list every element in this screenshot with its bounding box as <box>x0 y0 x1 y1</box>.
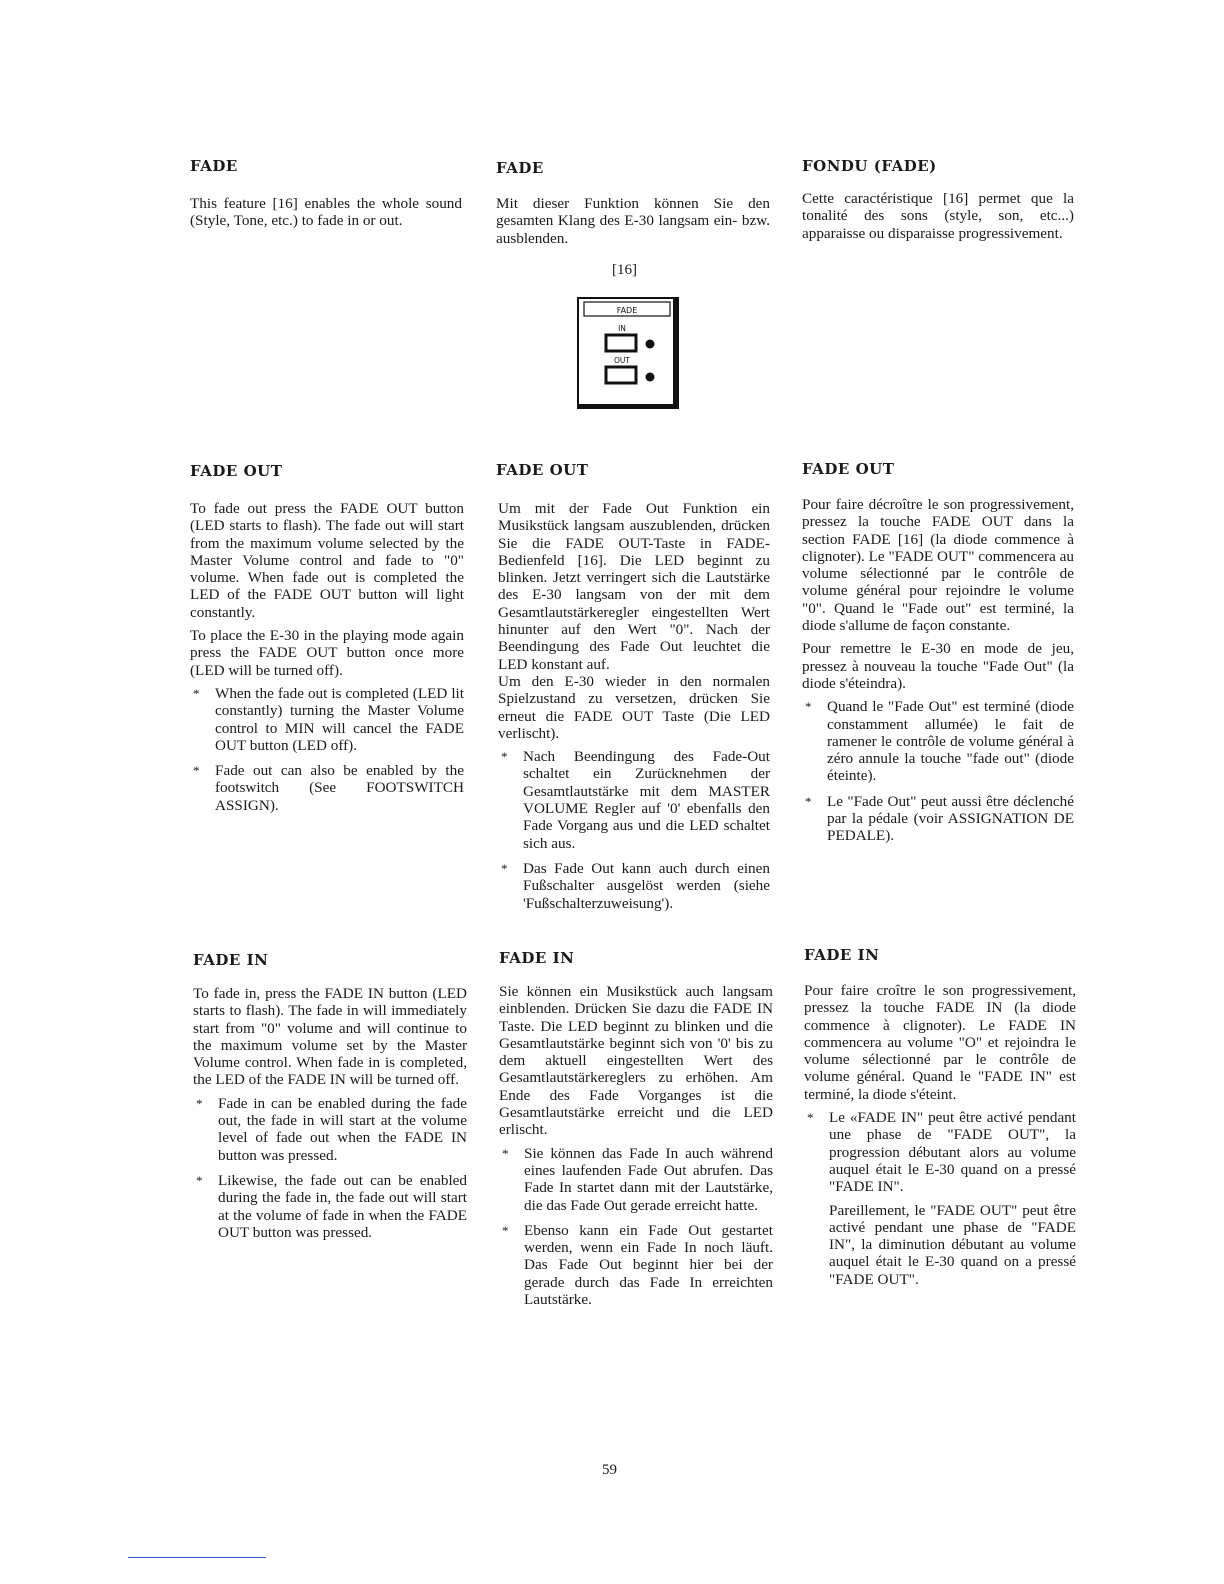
fade-out-de-p1: Um mit der Fade Out Funktion ein Musikstück langsam auszublenden, drücken Sie die FADE OUT-Taste in FADE-Bedienfeld [16]. Die LED beginnt zu blinken. Jetzt verringert sich die Lautstärke des E-30 langsam von der mit dem Gesamtlautstärkeregler eingestellten Wert hinunter auf den Wert "0". Nach der Beendingung des Fade Out leuchtet die LED konstant auf. <box>498 500 770 673</box>
fade-in-body-en <box>193 985 467 1249</box>
fade-intro-de-text: Mit dieser Funktion können Sie den gesamten Klang des E-30 langsam ein- bzw. ausblenden. <box>496 195 770 247</box>
fade-in-fr-note-1: Le «FADE IN" peut être activé pendant une phase de "FADE OUT", la progression débutant alors au volume auquel était le E-30 quand on a pressé "FADE IN". <box>829 1109 1076 1196</box>
list-item <box>190 762 464 814</box>
fade-intro-en-text: This feature [16] enables the whole sound (Style, Tone, etc.) to fade in or out. <box>190 195 462 230</box>
fade-in-heading-en: FADE IN <box>193 951 269 969</box>
bullet-mark: * <box>502 1222 509 1238</box>
list-item <box>498 748 770 852</box>
fade-out-button[interactable] <box>606 367 636 383</box>
fade-heading-de: FADE <box>496 159 544 177</box>
fade-in-label: IN <box>618 324 626 333</box>
fade-heading-en: FADE <box>190 157 238 175</box>
fade-in-en-note-2: Likewise, the fade out can be enabled during the fade in, the fade out will start at the volume of fade in when the FADE OUT button was pressed. <box>218 1171 467 1241</box>
bullet-mark: * <box>501 860 508 876</box>
fade-in-fr-notes <box>804 1109 1076 1288</box>
fade-out-led <box>646 373 655 382</box>
fade-in-de-note-1: Sie können das Fade In auch während eines laufenden Fade Out abrufen. Das Fade In startet dann mit der Lautstärke, die das Fade Out gerade erreicht hatte. <box>524 1144 773 1214</box>
fade-intro-fr-text: Cette caractéristique [16] permet que la tonalité des sons (style, son, etc...) apparaisse ou disparaisse progressivement. <box>802 190 1074 242</box>
fade-out-de-note-2: Das Fade Out kann auch durch einen Fußschalter ausgelöst werden (siehe 'Fußschalterzuweisung'). <box>523 859 770 912</box>
fade-in-fr-p1: Pour faire croître le son progressivement, pressez la touche FADE IN (la diode commence à clignoter). Le FADE IN commencera au volume "O" et rejoindra le volume sélectionné par le contrôle de volume général. Quand le "FADE IN" est terminé, la diode s'éteint. <box>804 982 1076 1103</box>
fade-out-en-p2: To place the E-30 in the playing mode again press the FADE OUT button once more (LED will be turned off). <box>190 627 464 679</box>
fade-out-fr-p2: Pour remettre le E-30 en mode de jeu, pressez à nouveau la touche "Fade Out" (la diode s'éteindra). <box>802 640 1074 692</box>
fade-out-body-de <box>498 500 770 920</box>
fade-in-de-p1: Sie können ein Musikstück auch langsam einblenden. Drücken Sie dazu die FADE IN Taste. Die LED beginnt zu blinken und die Gesamtlautstärke beginnt sich von '0' bis zu dem aktuell eingestellten Wert des Gesamtlautstärkereglers zu erhöhen. Am Ende des Fade Vorganges ist die Gesamtlautstärke erreicht und die LED erlischt. <box>499 983 773 1139</box>
fade-out-heading-de: FADE OUT <box>496 461 589 479</box>
list-item <box>804 1109 1076 1288</box>
fade-title-text: FADE <box>616 306 638 315</box>
fade-out-en-notes <box>190 685 464 814</box>
bullet-mark: * <box>196 1095 203 1111</box>
fade-in-body-de <box>499 983 773 1316</box>
list-item <box>802 698 1074 784</box>
fade-in-de-note-2: Ebenso kann ein Fade Out gestartet werden, wenn ein Fade In noch läuft. Das Fade Out beginnt hier bei der gerade durch das Fade In erreichten Lautstärke. <box>524 1221 773 1309</box>
fade-heading-fr: FONDU (FADE) <box>802 157 937 175</box>
list-item <box>190 685 464 754</box>
fade-out-de-p2: Um den E-30 wieder in den normalen Spielzustand zu versetzen, drücken Sie erneut die FADE OUT Taste (Die LED verlischt). <box>498 672 770 742</box>
list-item <box>193 1095 467 1164</box>
list-item <box>498 860 770 912</box>
bullet-mark: * <box>196 1172 203 1188</box>
fade-out-en-note-1: When the fade out is completed (LED lit constantly) turning the Master Volume control to MIN will cancel the FADE OUT button (LED off). <box>215 684 464 754</box>
bullet-mark: * <box>193 763 200 779</box>
footer-rule <box>128 1557 266 1558</box>
fade-out-fr-note-2: Le "Fade Out" peut aussi être déclenché par la pédale (voir ASSIGNATION DE PEDALE). <box>827 792 1074 845</box>
fade-out-fr-note-1: Quand le "Fade Out" est terminé (diode constamment allumée) le fait de ramener le contrôle de volume général à zéro annule la touche "fade out" (diode éteinte). <box>827 698 1074 785</box>
page-number: 59 <box>602 1462 617 1478</box>
fade-out-body-en <box>190 500 464 822</box>
fade-in-en-notes <box>193 1095 467 1241</box>
fade-panel-shadow-bottom <box>578 404 678 408</box>
fade-in-body-fr <box>804 982 1076 1296</box>
fade-out-label: OUT <box>614 356 630 365</box>
bullet-mark: * <box>502 1145 509 1161</box>
fade-panel-shadow <box>673 298 678 408</box>
fade-in-de-notes <box>499 1145 773 1309</box>
list-item <box>499 1222 773 1308</box>
fade-in-heading-de: FADE IN <box>499 949 575 967</box>
list-item <box>193 1172 467 1241</box>
fade-out-heading-fr: FADE OUT <box>802 460 895 478</box>
list-item <box>802 793 1074 845</box>
fade-out-de-notes <box>498 748 770 912</box>
bullet-mark: * <box>501 749 508 765</box>
fade-in-fr-note-1-continued: Pareillement, le "FADE OUT" peut être activé pendant une phase de "FADE IN", la diminution débutant au volume auquel était le E-30 quand on a pressé "FADE OUT". <box>829 1201 1076 1288</box>
fade-out-en-p1: To fade out press the FADE OUT button (LED starts to flash). The fade out will start from the maximum volume selected by the Master Volume control and fade to "0" volume. When fade out is completed the LED of the FADE OUT button will light constantly. <box>190 500 464 621</box>
fade-out-en-note-2: Fade out can also be enabled by the footswitch (See FOOTSWITCH ASSIGN). <box>215 762 464 814</box>
fade-in-led <box>646 340 655 349</box>
bullet-mark: * <box>805 699 812 715</box>
list-item <box>499 1145 773 1214</box>
fade-in-button[interactable] <box>606 335 636 351</box>
fade-in-heading-fr: FADE IN <box>804 946 880 964</box>
fade-out-fr-notes <box>802 698 1074 844</box>
fade-out-body-fr <box>802 496 1074 853</box>
bullet-mark: * <box>807 1110 814 1126</box>
fade-intro-fr <box>802 190 1074 248</box>
fade-in-en-note-1: Fade in can be enabled during the fade out, the fade in will start at the volume level of fade out when the FADE IN button was pressed. <box>218 1094 467 1164</box>
bullet-mark: * <box>193 685 200 701</box>
fade-intro-de <box>496 195 770 253</box>
fade-panel-diagram <box>576 296 682 412</box>
fade-out-fr-p1: Pour faire décroître le son progressivement, pressez la touche FADE OUT dans la section FADE [16] (la diode commence à clignoter). Le "FADE OUT" commencera au volume sélectionné par le contrôle de volume général pour rejoindre le volume "0". Quand le "Fade out" est terminé, la diode s'allume de façon constante. <box>802 496 1074 635</box>
fade-out-de-note-1: Nach Beendingung des Fade-Out schaltet ein Zurücknehmen der Gesamtlautstärke mit dem MASTER VOLUME Regler auf '0' ebenfalls den Fade Vorgang aus und die LED schaltet sich aus. <box>523 748 770 852</box>
fade-in-en-p1: To fade in, press the FADE IN button (LED starts to flash). The fade in will immediately start from "0" volume and will continue to the maximum volume set by the Master Volume control. When fade in is completed, the LED of the FADE IN will be turned off. <box>193 985 467 1089</box>
diagram-reference-label: [16] <box>612 262 637 278</box>
bullet-mark: * <box>805 793 812 809</box>
fade-out-heading-en: FADE OUT <box>190 462 283 480</box>
fade-intro-en <box>190 195 462 236</box>
